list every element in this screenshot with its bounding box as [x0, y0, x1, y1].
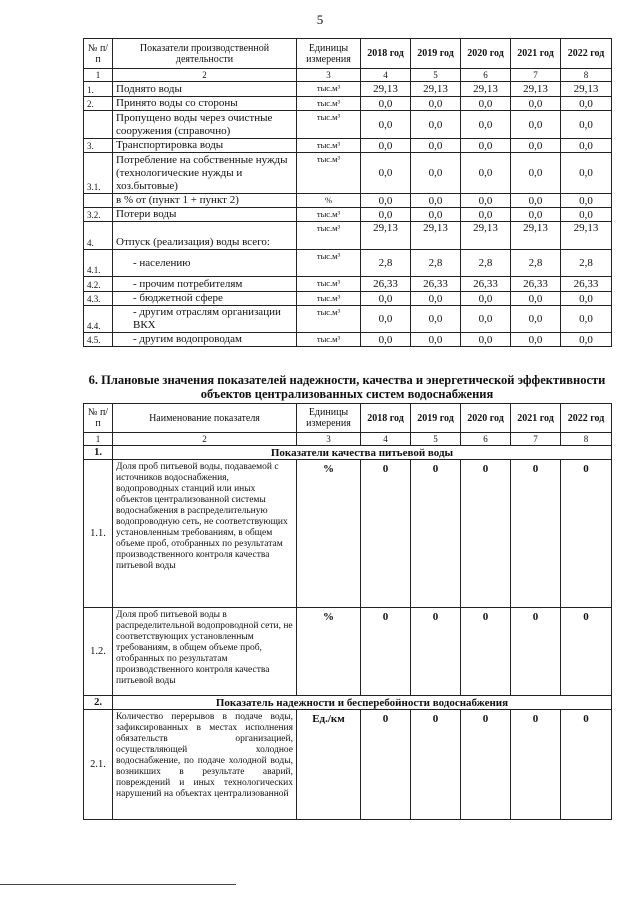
- row-label: Отпуск (реализация) воды всего:: [113, 222, 297, 250]
- row-unit: тыс.м³: [297, 292, 361, 306]
- row-value: 0,0: [411, 111, 461, 139]
- row-unit: %: [297, 194, 361, 208]
- table1-header-row: [84, 39, 612, 69]
- table1-column-numbers: [84, 69, 612, 82]
- row-value: 0,0: [561, 97, 612, 111]
- production-indicators-table: [83, 38, 612, 347]
- header-no: № п/п: [84, 404, 113, 433]
- column-number: 4: [361, 69, 411, 82]
- row-value: 0,0: [361, 139, 411, 153]
- column-number: 1: [84, 433, 113, 446]
- row-value: 29,13: [411, 222, 461, 250]
- row-number: 4.3.: [84, 292, 113, 306]
- row-value: 29,13: [461, 222, 511, 250]
- group-title: Показатели качества питьевой воды: [113, 446, 612, 460]
- row-number: 3.: [84, 139, 113, 153]
- row-value: 0,0: [511, 333, 561, 347]
- row-value: 0,0: [511, 306, 561, 333]
- row-unit: тыс.м³: [297, 111, 361, 139]
- row-value: 0,0: [561, 153, 612, 194]
- row-value: 29,13: [361, 222, 411, 250]
- row-value: 0: [361, 608, 411, 696]
- row-value: 0,0: [461, 139, 511, 153]
- table1-row: [84, 333, 612, 347]
- header-year: 2019 год: [411, 39, 461, 69]
- column-number: 8: [561, 433, 612, 446]
- row-label: - другим водопроводам: [113, 333, 297, 347]
- row-value: 0,0: [511, 139, 561, 153]
- row-value: 29,13: [511, 222, 561, 250]
- table2-column-numbers: [84, 433, 612, 446]
- column-number: 7: [511, 433, 561, 446]
- table1-row: [84, 222, 612, 250]
- row-value: 0,0: [361, 111, 411, 139]
- row-value: 0,0: [411, 97, 461, 111]
- row-value: 0: [461, 460, 511, 608]
- row-value: 0,0: [511, 153, 561, 194]
- row-value: 0,0: [411, 139, 461, 153]
- row-value: 2,8: [361, 250, 411, 277]
- section-6-title: 6. Плановые значения показателей надежности, качества и энергетической эффективности объектов централизованных систем водоснабжения: [88, 373, 606, 401]
- row-value: 0: [461, 710, 511, 820]
- row-value: 2,8: [461, 250, 511, 277]
- row-number: 3.1.: [84, 153, 113, 194]
- row-value: 0,0: [461, 306, 511, 333]
- row-label: Поднято воды: [113, 82, 297, 97]
- header-year: 2022 год: [561, 404, 612, 433]
- row-value: 0: [511, 710, 561, 820]
- row-label: - населению: [113, 250, 297, 277]
- row-number: 4.4.: [84, 306, 113, 333]
- table1-row: [84, 153, 612, 194]
- row-unit: тыс.м³: [297, 82, 361, 97]
- group-reliability-row: [84, 696, 612, 710]
- row-value: 0,0: [411, 306, 461, 333]
- row-value: 0,0: [411, 194, 461, 208]
- row-label: - бюджетной сфере: [113, 292, 297, 306]
- row-value: 26,33: [561, 277, 612, 292]
- row-2-1: [84, 710, 612, 820]
- row-label: Потребление на собственные нужды (технологические нужды и хоз.бытовые): [113, 153, 297, 194]
- row-value: 0,0: [461, 292, 511, 306]
- table1-row: [84, 194, 612, 208]
- table1-row: [84, 277, 612, 292]
- row-unit: тыс.м³: [297, 153, 361, 194]
- row-value: 0,0: [561, 333, 612, 347]
- row-value: 0,0: [561, 306, 612, 333]
- row-label: в % от (пункт 1 + пункт 2): [113, 194, 297, 208]
- row-number: 1.: [84, 82, 113, 97]
- row-number: 4.5.: [84, 333, 113, 347]
- row-value: 0,0: [511, 292, 561, 306]
- row-unit: тыс.м³: [297, 277, 361, 292]
- row-value: 0,0: [461, 111, 511, 139]
- table1-row: [84, 208, 612, 222]
- row-number: 2.: [84, 97, 113, 111]
- row-value: 29,13: [561, 82, 612, 97]
- column-number: 5: [411, 69, 461, 82]
- row-label: Потери воды: [113, 208, 297, 222]
- row-label: Транспортировка воды: [113, 139, 297, 153]
- row-value: 0,0: [361, 208, 411, 222]
- row-1-2: [84, 608, 612, 696]
- column-number: 5: [411, 433, 461, 446]
- row-unit: тыс.м³: [297, 139, 361, 153]
- row-value: 0,0: [411, 292, 461, 306]
- row-value: 0,0: [361, 194, 411, 208]
- table2-header-row: [84, 404, 612, 433]
- row-value: 0,0: [561, 292, 612, 306]
- row-number: 4.: [84, 222, 113, 250]
- table1-row: [84, 111, 612, 139]
- row-label: Доля проб питьевой воды в распределительной водопроводной сети, не соответствующих установленным требованиям, в общем объеме проб, отобранных по результатам производственного контроля качества питьевой воды: [113, 608, 297, 696]
- row-value: 0,0: [411, 333, 461, 347]
- row-value: 29,13: [411, 82, 461, 97]
- page-number: 5: [316, 12, 324, 27]
- column-number: 2: [113, 69, 297, 82]
- row-value: 0,0: [361, 306, 411, 333]
- column-number: 6: [461, 69, 511, 82]
- column-number: 3: [297, 69, 361, 82]
- header-unit: Единицы измерения: [297, 404, 361, 433]
- reliability-indicators-table: [83, 403, 612, 820]
- row-value: 0,0: [511, 194, 561, 208]
- column-number: 3: [297, 433, 361, 446]
- row-unit: %: [297, 608, 361, 696]
- row-value: 0,0: [511, 97, 561, 111]
- row-value: 0,0: [361, 292, 411, 306]
- row-value: 0,0: [411, 208, 461, 222]
- header-year: 2022 год: [561, 39, 612, 69]
- row-label: - другим отраслям организации ВКХ: [113, 306, 297, 333]
- row-label: Доля проб питьевой воды, подаваемой с источников водоснабжения, водопроводных станций или иных объектов централизованной системы водоснабжения в распределительную водопроводную сеть, не соответствующих установленным требованиям, в общем объеме проб, отобранных по результатам производственного контроля качества питьевой воды: [113, 460, 297, 608]
- row-value: 26,33: [361, 277, 411, 292]
- row-value: 26,33: [511, 277, 561, 292]
- header-unit: Единицы измерения: [297, 39, 361, 69]
- table1-row: [84, 306, 612, 333]
- row-value: 29,13: [511, 82, 561, 97]
- row-value: 29,13: [561, 222, 612, 250]
- row-value: 0,0: [561, 194, 612, 208]
- row-value: 0,0: [461, 194, 511, 208]
- row-value: 0,0: [561, 208, 612, 222]
- row-value: 0: [411, 460, 461, 608]
- table1-row: [84, 250, 612, 277]
- header-year: 2019 год: [411, 404, 461, 433]
- group-number: 1.: [84, 446, 113, 460]
- row-unit: %: [297, 460, 361, 608]
- row-label: - прочим потребителям: [113, 277, 297, 292]
- table1-row: [84, 292, 612, 306]
- row-value: 29,13: [361, 82, 411, 97]
- column-number: 7: [511, 69, 561, 82]
- row-value: 0,0: [461, 153, 511, 194]
- row-value: 0,0: [561, 139, 612, 153]
- row-number: 1.2.: [84, 608, 113, 696]
- column-number: 1: [84, 69, 113, 82]
- row-value: 0: [411, 608, 461, 696]
- row-value: 0,0: [461, 97, 511, 111]
- row-number: 1.1.: [84, 460, 113, 608]
- header-indicator: Показатели производственной деятельности: [113, 39, 297, 69]
- row-number: 4.2.: [84, 277, 113, 292]
- row-unit: тыс.м³: [297, 250, 361, 277]
- header-year: 2021 год: [511, 404, 561, 433]
- row-number: 4.1.: [84, 250, 113, 277]
- row-value: 0: [411, 710, 461, 820]
- row-number: [84, 194, 113, 208]
- row-1-1: [84, 460, 612, 608]
- row-value: 29,13: [461, 82, 511, 97]
- row-label: Количество перерывов в подаче воды, зафиксированных в местах исполнения обязательств организацией, осуществляющей холодное водоснабжение, по подаче холодной воды, возникших в результате аварий, повреждений и иных технологических нарушений на объектах централизованной: [113, 710, 297, 820]
- row-value: 0,0: [511, 208, 561, 222]
- row-unit: тыс.м³: [297, 306, 361, 333]
- footer-divider: [0, 884, 236, 885]
- row-value: 0: [561, 608, 612, 696]
- row-value: 0,0: [361, 333, 411, 347]
- table1-row: [84, 82, 612, 97]
- table1-row: [84, 97, 612, 111]
- row-number: [84, 111, 113, 139]
- row-value: 0: [511, 460, 561, 608]
- row-value: 26,33: [411, 277, 461, 292]
- row-value: 0: [511, 608, 561, 696]
- row-number: 3.2.: [84, 208, 113, 222]
- header-year: 2020 год: [461, 404, 511, 433]
- row-value: 0: [561, 460, 612, 608]
- row-value: 2,8: [561, 250, 612, 277]
- row-value: 26,33: [461, 277, 511, 292]
- group-number: 2.: [84, 696, 113, 710]
- group-title: Показатель надежности и бесперебойности водоснабжения: [113, 696, 612, 710]
- row-value: 2,8: [511, 250, 561, 277]
- column-number: 4: [361, 433, 411, 446]
- row-value: 0,0: [461, 333, 511, 347]
- row-number: 2.1.: [84, 710, 113, 820]
- row-unit: тыс.м³: [297, 222, 361, 250]
- row-value: 0,0: [411, 153, 461, 194]
- group-quality-row: [84, 446, 612, 460]
- row-unit: тыс.м³: [297, 97, 361, 111]
- row-value: 0,0: [461, 208, 511, 222]
- row-label: Пропущено воды через очистные сооружения (справочно): [113, 111, 297, 139]
- header-year: 2018 год: [361, 404, 411, 433]
- header-indicator: Наименование показателя: [113, 404, 297, 433]
- row-label: Принято воды со стороны: [113, 97, 297, 111]
- header-year: 2018 год: [361, 39, 411, 69]
- column-number: 8: [561, 69, 612, 82]
- row-value: 0: [361, 710, 411, 820]
- row-value: 0,0: [511, 111, 561, 139]
- table1-row: [84, 139, 612, 153]
- row-value: 0: [561, 710, 612, 820]
- row-unit: тыс.м³: [297, 333, 361, 347]
- row-value: 0,0: [361, 97, 411, 111]
- header-no: № п/п: [84, 39, 113, 69]
- header-year: 2020 год: [461, 39, 511, 69]
- column-number: 6: [461, 433, 511, 446]
- row-value: 0,0: [361, 153, 411, 194]
- row-unit: Ед./км: [297, 710, 361, 820]
- row-value: 0: [461, 608, 511, 696]
- row-value: 2,8: [411, 250, 461, 277]
- header-year: 2021 год: [511, 39, 561, 69]
- row-unit: тыс.м³: [297, 208, 361, 222]
- column-number: 2: [113, 433, 297, 446]
- row-value: 0: [361, 460, 411, 608]
- row-value: 0,0: [561, 111, 612, 139]
